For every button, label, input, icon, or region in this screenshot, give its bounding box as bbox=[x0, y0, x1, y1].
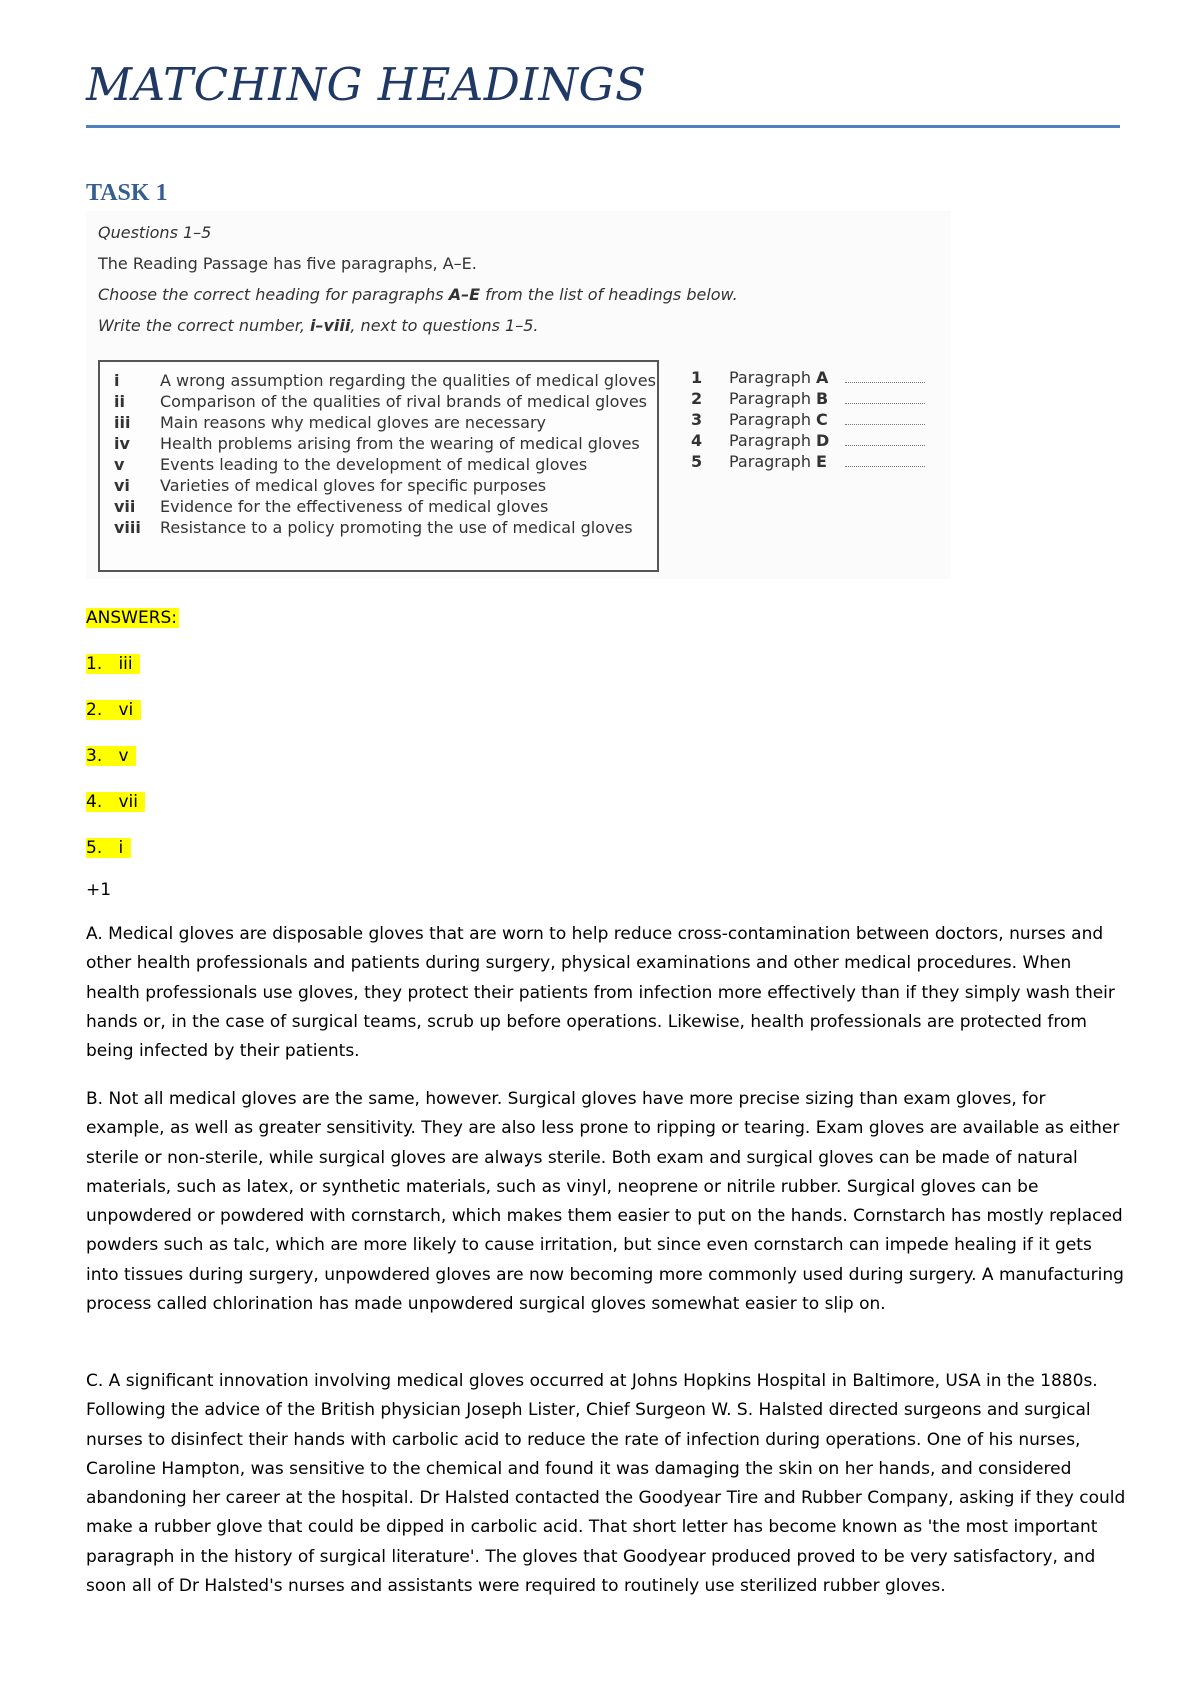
instruction-line-2: Choose the correct heading for paragraphs A–E from the list of headings below. bbox=[98, 285, 738, 304]
paragraph-question: 3 Paragraph C bbox=[691, 409, 925, 431]
answer-item: 4. vii bbox=[86, 792, 145, 812]
headings-list-box bbox=[98, 360, 659, 572]
paragraph-question: 5 Paragraph E bbox=[691, 451, 925, 473]
page-title: MATCHING HEADINGS bbox=[86, 58, 647, 111]
answer-blank bbox=[845, 389, 925, 404]
heading-item: vi Varieties of medical gloves for specific purposes bbox=[114, 476, 547, 495]
questions-image bbox=[86, 211, 951, 579]
paragraph-a: A. Medical gloves are disposable gloves that are worn to help reduce cross-contamination between doctors, nurses and other health professionals and patients during surgery, physical examinations and other medical procedures. When health professionals use gloves, they protect their patients from infection more effectively than if they simply wash their hands or, in the case of surgical teams, scrub up before operations. Likewise, health professionals are protected from being infected by their patients. bbox=[86, 924, 1115, 1062]
heading-item: viii Resistance to a policy promoting the use of medical gloves bbox=[114, 518, 633, 537]
instruction-line-1: The Reading Passage has five paragraphs, A–E. bbox=[98, 254, 477, 273]
heading-item: v Events leading to the development of medical gloves bbox=[114, 455, 588, 474]
task-heading: TASK 1 bbox=[86, 180, 168, 206]
questions-label: Questions 1–5 bbox=[98, 223, 212, 242]
answer-blank bbox=[845, 368, 925, 383]
paragraph-question: 4 Paragraph D bbox=[691, 430, 925, 452]
title-underline bbox=[86, 125, 1120, 128]
answer-blank bbox=[845, 452, 925, 467]
answer-item: 3. v bbox=[86, 746, 136, 766]
paragraph-question: 2 Paragraph B bbox=[691, 388, 925, 410]
heading-item: i A wrong assumption regarding the qualities of medical gloves bbox=[114, 371, 656, 390]
plus-note: +1 bbox=[86, 880, 112, 900]
instruction-line-3: Write the correct number, i–viii, next to questions 1–5. bbox=[98, 316, 539, 335]
heading-item: iv Health problems arising from the wearing of medical gloves bbox=[114, 434, 640, 453]
heading-item: vii Evidence for the effectiveness of medical gloves bbox=[114, 497, 549, 516]
paragraph-c: C. A significant innovation involving medical gloves occurred at Johns Hopkins Hospital in Baltimore, USA in the 1880s. Following the advice of the British physician Joseph Lister, Chief Surgeon W. S. Halsted directed surgeons and surgical nurses to disinfect their hands with carbolic acid to reduce the rate of infection during operations. One of his nurses, Caroline Hampton, was sensitive to the chemical and found it was damaging the skin on her hands, and considered abandoning her career at the hospital. Dr Halsted contacted the Goodyear Tire and Rubber Company, asking if they could make a rubber glove that could be dipped in carbolic acid. That short letter has become known as 'the most important paragraph in the history of surgical literature'. The gloves that Goodyear produced proved to be very satisfactory, and soon all of Dr Halsted's nurses and assistants were required to routinely use sterilized rubber gloves. bbox=[86, 1371, 1126, 1597]
answer-item: 5. i bbox=[86, 838, 131, 858]
paragraph-question: 1 Paragraph A bbox=[691, 367, 925, 389]
heading-item: iii Main reasons why medical gloves are necessary bbox=[114, 413, 547, 432]
answer-item: 1. iii bbox=[86, 654, 140, 674]
answers-label: ANSWERS: bbox=[86, 608, 178, 628]
paragraph-b: B. Not all medical gloves are the same, however. Surgical gloves have more precise sizing than exam gloves, for example, as well as greater sensitivity. They are also less prone to ripping or tearing. Exam gloves are available as either sterile or non-sterile, while surgical gloves are always sterile. Both exam and surgical gloves can be made of natural materials, such as latex, or synthetic materials, such as vinyl, neoprene or nitrile rubber. Surgical gloves can be unpowdered or powdered with cornstarch, which makes them easier to put on the hands. Cornstarch has mostly replaced powders such as talc, which are more likely to cause irritation, but since even cornstarch can impede healing if it gets into tissues during surgery, unpowdered gloves are now becoming more commonly used during surgery. A manufacturing process called chlorination has made unpowdered surgical gloves somewhat easier to slip on. bbox=[86, 1089, 1124, 1315]
answer-item: 2. vi bbox=[86, 700, 141, 720]
answer-blank bbox=[845, 410, 925, 425]
heading-item: ii Comparison of the qualities of rival brands of medical gloves bbox=[114, 392, 648, 411]
answer-blank bbox=[845, 431, 925, 446]
